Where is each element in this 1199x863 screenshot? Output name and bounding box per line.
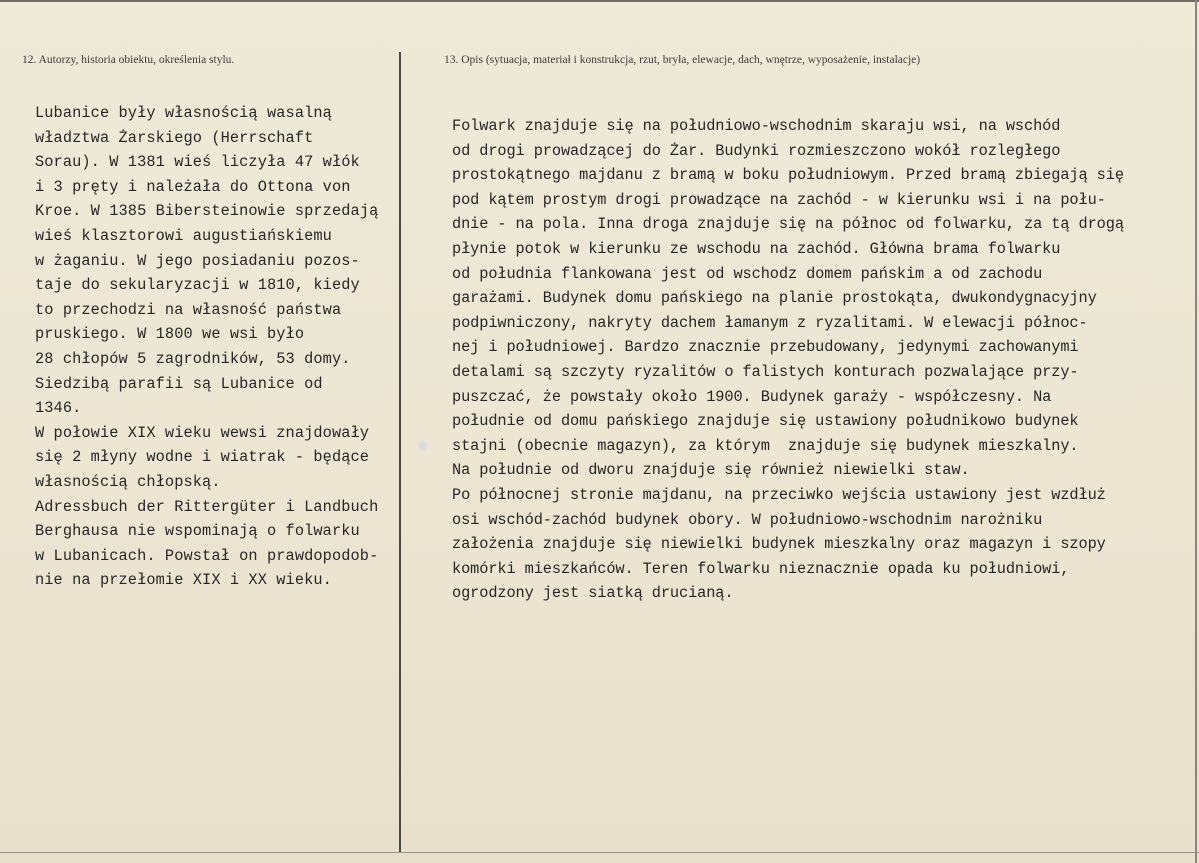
history-text-line: w Lubanicach. Powstał on prawdopodob- <box>35 546 379 565</box>
description-text-line: południe od domu pańskiego znajduje się ustawiony południkowo budynek <box>452 412 1079 431</box>
description-text-line: osi wschód-zachód budynek obory. W południowo-wschodnim narożniku <box>452 510 1043 529</box>
description-text-line: płynie potok w kierunku ze wschodu na zachód. Główna brama folwarku <box>452 239 1061 258</box>
description-text-line: garażami. Budynek domu pańskiego na planie prostokąta, dwukondygnacyjny <box>452 289 1097 308</box>
description-text-line: dnie - na pola. Inna droga znajduje się na północ od folwarku, za tą drogą <box>452 215 1124 234</box>
description-text-line: prostokątnego majdanu z bramą w boku południowym. Przed bramą zbiegają się <box>452 166 1124 185</box>
right-border-line <box>1195 0 1197 863</box>
description-text-line: detalami są szczyty ryzalitów o falistych konturach pozwalające przy- <box>452 362 1079 381</box>
history-text-line: Kroe. W 1385 Bibersteinowie sprzedają <box>35 202 379 221</box>
history-text-block <box>35 101 378 593</box>
history-text-line: własnością chłopską. <box>35 472 221 491</box>
description-text-line: pod kątem prostym drogi prowadzące na zachód - w kierunku wsi i na połu- <box>452 190 1106 209</box>
top-border-line <box>0 0 1199 2</box>
description-text-line: stajni (obecnie magazyn), za którym znajduje się budynek mieszkalny. <box>452 436 1079 455</box>
bottom-border-line <box>0 852 1199 853</box>
history-text-line: władztwa Żarskiego (Herrschaft <box>35 128 314 147</box>
description-text-line: Folwark znajduje się na południowo-wschodnim skaraju wsi, na wschód <box>452 117 1061 135</box>
description-text-line: Na południe od dworu znajduje się również niewielki staw. <box>452 461 970 480</box>
history-text-line: nie na przełomie XIX i XX wieku. <box>35 571 332 590</box>
description-text-line: założenia znajduje się niewielki budynek mieszkalny oraz magazyn i szopy <box>452 535 1106 554</box>
ink-stamp-mark <box>417 440 429 452</box>
description-text-line: komórki mieszkańców. Teren folwarku nieznacznie opada ku południowi, <box>452 559 1070 578</box>
description-text-line: puszczać, że powstały około 1900. Budynek garaży - współczesny. Na <box>452 387 1052 406</box>
history-text-line: 28 chłopów 5 zagrodników, 53 domy. <box>35 349 351 368</box>
history-text-line: taje do sekularyzacji w 1810, kiedy <box>35 276 360 295</box>
history-text-line: pruskiego. W 1800 we wsi było <box>35 325 305 344</box>
description-text-line: podpiwniczony, nakryty dachem łamanym z ryzalitami. W elewacji północ- <box>452 313 1088 332</box>
description-text-line: od drogi prowadzącej do Żar. Budynki rozmieszczono wokół rozległego <box>452 141 1061 160</box>
history-text-line: to przechodzi na własność państwa <box>35 300 342 319</box>
history-text-line: Sorau). W 1381 wieś liczyła 47 włók <box>35 153 360 172</box>
history-text-line: wieś klasztorowi augustiańskiemu <box>35 226 332 245</box>
history-text-line: 1346. <box>35 399 82 418</box>
history-text-line: Lubanice były własnością wasalną <box>35 104 332 122</box>
history-text-line: w żaganiu. W jego posiadaniu pozos- <box>35 251 360 270</box>
history-text-line: Berghausa nie wspominają o folwarku <box>35 522 360 541</box>
history-text-line: Siedzibą parafii są Lubanice od <box>35 374 323 393</box>
description-text-line: od południa flankowana jest od wschodz domem pańskim a od zachodu <box>452 264 1043 283</box>
section-13-heading: 13. Opis (sytuacja, materiał i konstrukcja, rzut, bryła, elewacje, dach, wnętrze, wyposażenie, instalacje) <box>444 54 921 66</box>
history-text-line: i 3 pręty i należała do Ottona von <box>35 177 351 196</box>
column-divider-line <box>399 52 401 852</box>
description-text-line: Po północnej stronie majdanu, na przeciwko wejścia ustawiony jest wzdłuż <box>452 485 1106 504</box>
description-text-line: ogrodzony jest siatką drucianą. <box>452 584 734 603</box>
description-text-line: nej i południowej. Bardzo znacznie przebudowany, jedynymi zachowanymi <box>452 338 1079 357</box>
description-text-block <box>452 114 1124 606</box>
section-12-heading: 12. Autorzy, historia obiektu, określenia stylu. <box>22 54 235 66</box>
history-text-line: się 2 młyny wodne i wiatrak - będące <box>35 448 370 467</box>
history-text-line: W połowie XIX wieku wewsi znajdowały <box>35 423 370 442</box>
history-text-line: Adressbuch der Rittergüter i Landbuch <box>35 497 379 516</box>
